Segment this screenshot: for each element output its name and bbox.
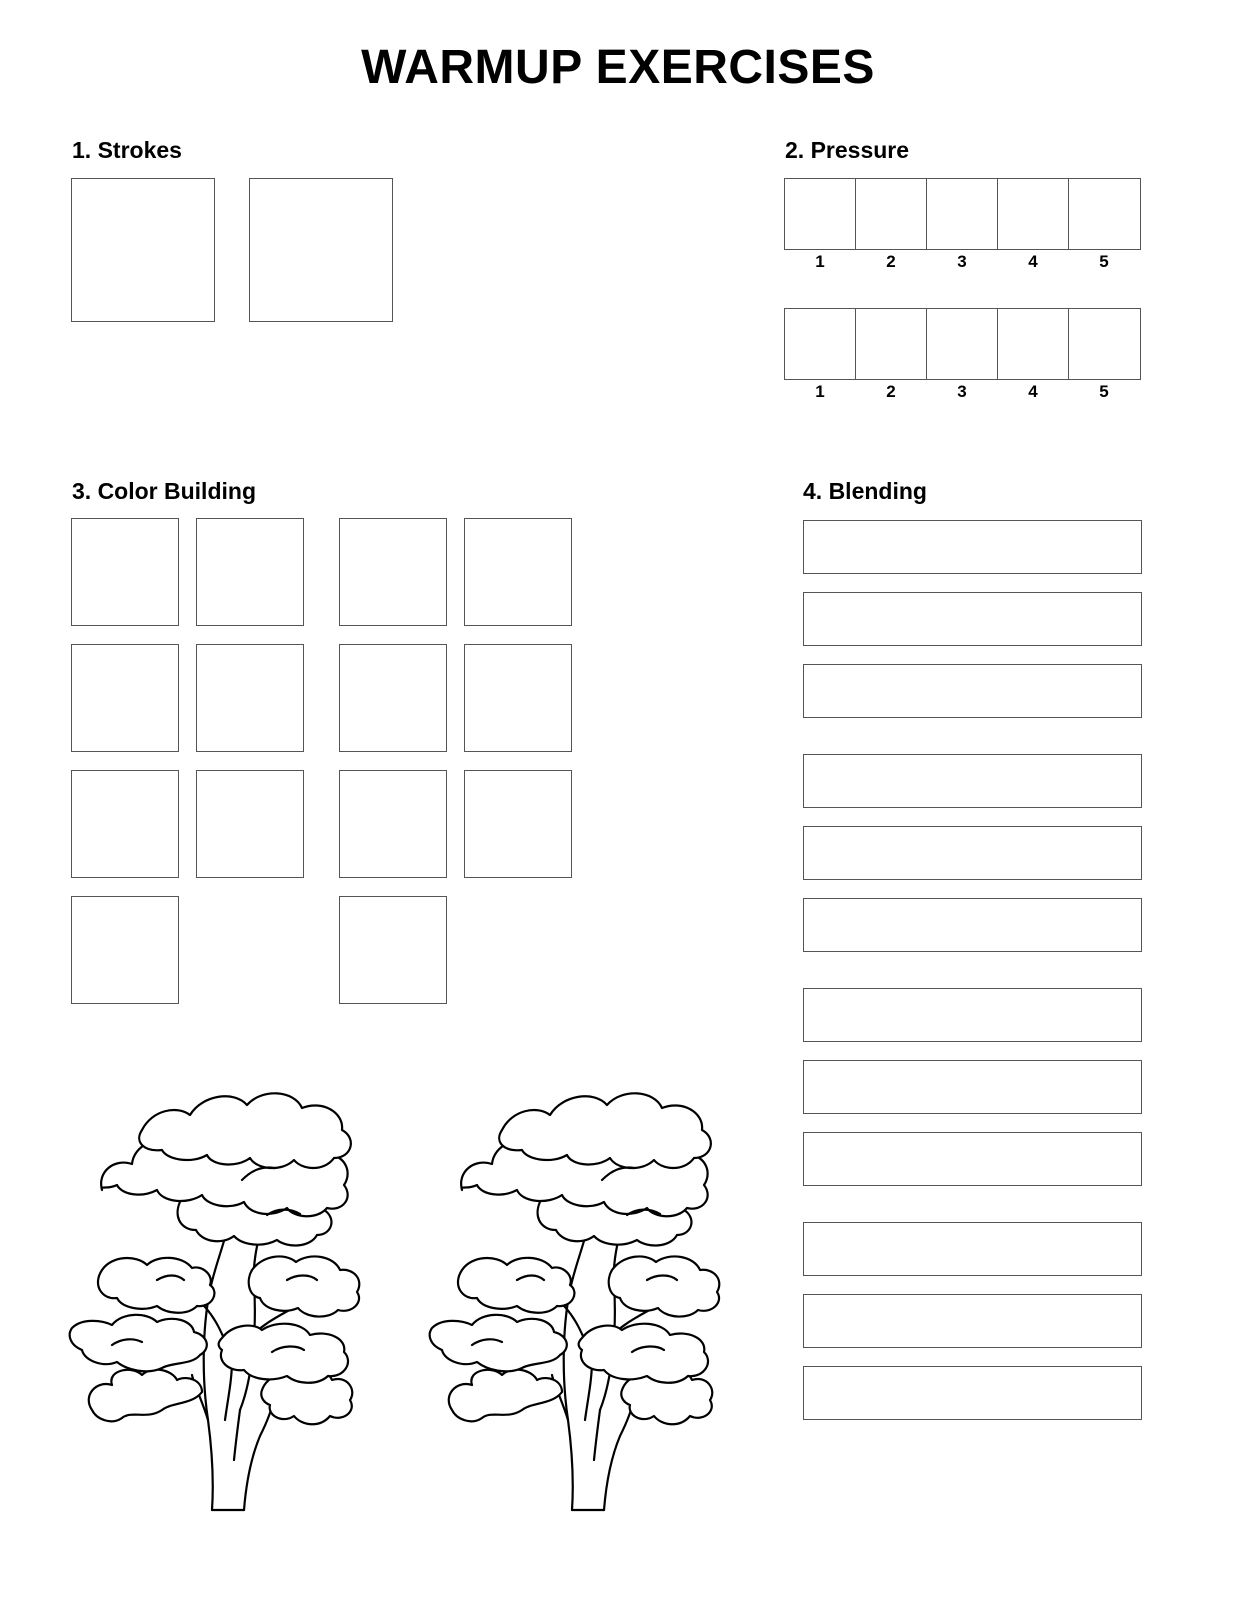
pressure-label: 3	[957, 382, 967, 401]
strokes-heading: 1. Strokes	[72, 137, 182, 163]
pressure-heading: 2. Pressure	[785, 137, 910, 163]
pressure-label: 1	[815, 252, 825, 271]
blending-strip[interactable]	[803, 1294, 1142, 1348]
pressure-box[interactable]	[926, 178, 999, 250]
blending-strip[interactable]	[803, 664, 1142, 718]
pressure-box[interactable]	[1068, 308, 1141, 380]
blending-strip[interactable]	[803, 898, 1142, 952]
blending-strip[interactable]	[803, 1132, 1142, 1186]
blending-strip[interactable]	[803, 1366, 1142, 1420]
pressure-box[interactable]	[926, 308, 999, 380]
color-building-box[interactable]	[196, 770, 304, 878]
color-building-box[interactable]	[464, 644, 572, 752]
color-building-box[interactable]	[339, 770, 447, 878]
pressure-box[interactable]	[855, 308, 928, 380]
color-building-box[interactable]	[71, 644, 179, 752]
blending-strip[interactable]	[803, 826, 1142, 880]
pressure-box[interactable]	[784, 308, 857, 380]
blending-strip[interactable]	[803, 520, 1142, 574]
pressure-box[interactable]	[997, 308, 1070, 380]
strokes-practice-box[interactable]	[71, 178, 215, 322]
blending-heading: 4. Blending	[803, 478, 927, 504]
pressure-box[interactable]	[784, 178, 857, 250]
color-building-box[interactable]	[71, 518, 179, 626]
pressure-label: 5	[1099, 382, 1109, 401]
tree-illustration	[62, 1080, 402, 1520]
pressure-label: 4	[1028, 252, 1038, 271]
pressure-label: 5	[1099, 252, 1109, 271]
strokes-practice-box[interactable]	[249, 178, 393, 322]
color-building-box[interactable]	[339, 896, 447, 1004]
color-building-box[interactable]	[71, 896, 179, 1004]
pressure-label: 2	[886, 252, 896, 271]
color-building-box[interactable]	[196, 518, 304, 626]
pressure-box[interactable]	[855, 178, 928, 250]
pressure-label: 1	[815, 382, 825, 401]
blending-strip[interactable]	[803, 1222, 1142, 1276]
pressure-box[interactable]	[997, 178, 1070, 250]
color-building-box[interactable]	[71, 770, 179, 878]
color-building-box[interactable]	[464, 518, 572, 626]
blending-strip[interactable]	[803, 592, 1142, 646]
color-building-box[interactable]	[339, 518, 447, 626]
pressure-label: 4	[1028, 382, 1038, 401]
tree-illustration	[422, 1080, 762, 1520]
page-title: WARMUP EXERCISES	[361, 41, 875, 94]
pressure-label: 3	[957, 252, 967, 271]
blending-strip[interactable]	[803, 988, 1142, 1042]
pressure-label: 2	[886, 382, 896, 401]
color-building-box[interactable]	[196, 644, 304, 752]
blending-strip[interactable]	[803, 1060, 1142, 1114]
pressure-box[interactable]	[1068, 178, 1141, 250]
color-building-box[interactable]	[339, 644, 447, 752]
color-building-box[interactable]	[464, 770, 572, 878]
blending-strip[interactable]	[803, 754, 1142, 808]
color-building-heading: 3. Color Building	[72, 478, 256, 504]
